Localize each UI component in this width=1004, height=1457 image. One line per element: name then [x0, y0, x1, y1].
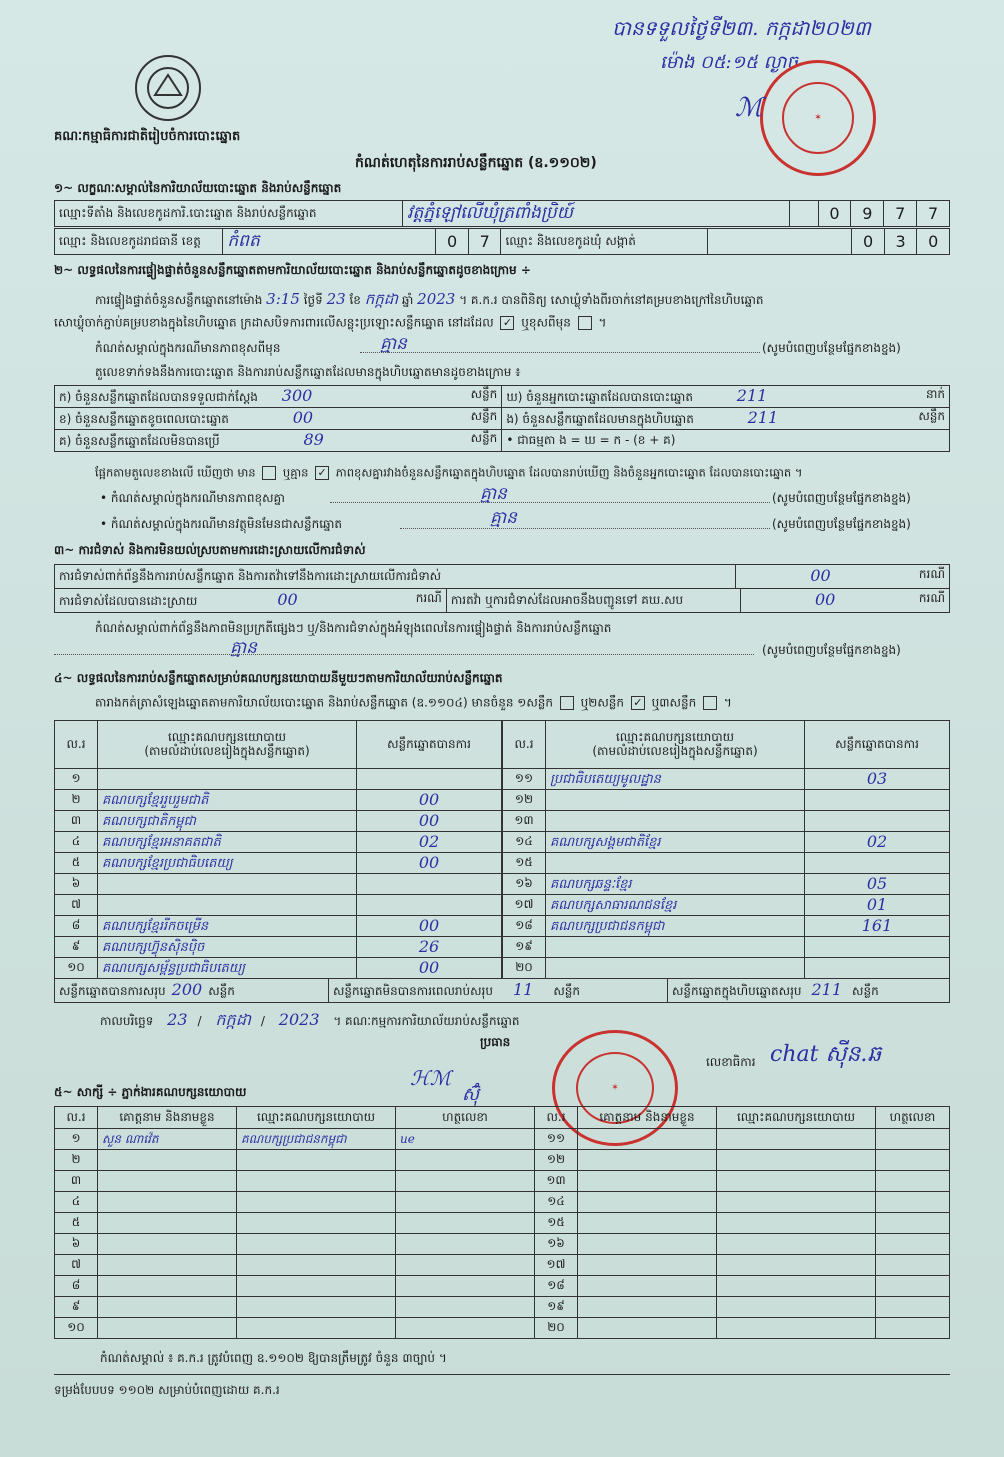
committee-name: គណៈកម្មាធិការជាតិរៀបចំការបោះឆ្នោត [54, 129, 241, 144]
party-votes: 02 [357, 832, 502, 853]
witness-row: ៥ ១៥ [55, 1213, 950, 1234]
result-row [55, 937, 502, 958]
result-row [503, 811, 950, 832]
total-invalid: 11 [512, 980, 534, 1000]
irregularity-note-label: កំណត់សម្គាល់ពាក់ព័ន្ធនឹងភាពមិនប្រក្រតីផ្សេងៗ ឬ/និងការជំទាស់ក្នុងអំឡុងពេលនៃការផ្ទៀងផ្ទាត់ និងការរាប់សន្លឹកឆ្នោត [95, 621, 612, 635]
row-number: ១១ [503, 769, 546, 790]
year-value: 2023 [417, 290, 456, 308]
result-row [503, 958, 950, 979]
appeal-label: ការតវ៉ា ឬការជំទាស់ដែលអាចនឹងបញ្ជូនទៅ គឃ.សប [446, 589, 740, 613]
row-number: ៤ [55, 832, 98, 853]
station-code-digit: 9 [851, 201, 884, 227]
chair-label: ប្រធាន [480, 1035, 511, 1049]
party-name: គណបក្សហ៊្វុនស៊ិនប៉ិច [98, 937, 357, 958]
section4-title: ៤~ លទ្ធផលនៃការរាប់សន្លឹកឆ្នោតសម្រាប់គណបក្សនយោបាយនីមួយៗតាមការិយាល័យរាប់សន្លឹកឆ្នោត [54, 671, 503, 685]
party-votes: 01 [805, 895, 950, 916]
result-row [503, 874, 950, 895]
section1-table [54, 200, 950, 227]
difference-check-line: ផ្អែកតាមតួលេខខាងលើ ឃើញថា មាន ឬគ្មាន ✓ ភាពខុសគ្នារវាងចំនួនសន្លឹកឆ្នោតក្នុងហិបឆ្នោត ដែលបានរាប់ឃើញ និងចំនួនអ្នកបោះឆ្នោត ដែលបានបោះឆ្នោត ។ [95, 465, 803, 480]
resolved-count: 00 [277, 590, 298, 610]
province-label: ឈ្មោះ និងលេខកូដរាជធានី ខេត្ត [55, 229, 223, 255]
party-votes [357, 895, 502, 916]
row-number: ១៨ [503, 916, 546, 937]
witness-row: ៦ ១៦ [55, 1234, 950, 1255]
section1-title: ១~ លក្ខណៈសម្គាល់នៃការិយាល័យបោះឆ្នោត និងរាប់សន្លឹកឆ្នោត [54, 181, 342, 195]
witness-row: ២ ១២ [55, 1150, 950, 1171]
signature-top: ℳ [735, 93, 763, 123]
form-usage: ទម្រង់បែបបទ ១១០២ សម្រាប់បំពេញដោយ គ.ក.រ [54, 1383, 280, 1397]
party-name: ប្រជាធិបតេយ្យមូលដ្ឋាន [546, 769, 805, 790]
province-code-digit: 7 [468, 229, 501, 255]
result-row [55, 832, 502, 853]
date-line: កាលបរិច្ឆេទ 23 / កក្កដា / 2023 ។ គណៈកម្មការការិយាល័យរាប់សន្លឹកឆ្នោត [100, 1010, 520, 1029]
party-votes [357, 874, 502, 895]
result-row [503, 790, 950, 811]
party-name: គណបក្សឆន្ទៈខ្មែរ [546, 874, 805, 895]
party-name: គណបក្សប្រជាជនកម្ពុជា [546, 916, 805, 937]
party-votes: 00 [357, 811, 502, 832]
party-votes: 02 [805, 832, 950, 853]
row-number: ១៦ [503, 874, 546, 895]
totals-row: សន្លឹកឆ្នោតបានការសរុប 200 សន្លឹក សន្លឹកឆ្នោតមិនបានការពេលរាប់សរុប 11 សន្លឹក សន្លឹកឆ្នោតក្នុងហិបឆ្នោតសរុប 211 សន្លឹក [54, 978, 950, 1003]
row-number: ១៩ [503, 937, 546, 958]
party-votes [357, 769, 502, 790]
voters-count: 211 [736, 386, 768, 406]
section2-title: ២~ លទ្ធផលនៃការផ្ទៀងផ្ទាត់ចំនួនសន្លឹកឆ្នោតតាមការិយាល័យបោះឆ្នោត និងរាប់សន្លឹកឆ្នោតដូចខាងក្រោម ÷ [54, 263, 531, 277]
commune-code-digit: 0 [852, 229, 885, 255]
witness-header: ល.រ គោត្តនាម និងនាមខ្លួន ឈ្មោះគណបក្សនយោបាយ ហត្ថលេខា ល.រ គោត្តនាម និងនាមខ្លួន ឈ្មោះគណបក្សនយោបាយ ហត្ថលេខា [55, 1107, 950, 1129]
party-votes: 00 [357, 853, 502, 874]
two-sheets-checkbox[interactable]: ✓ [631, 696, 645, 710]
result-row [55, 916, 502, 937]
fill-more-note: (សូមបំពេញបន្ថែមផ្នែកខាងខ្នង) [762, 341, 901, 355]
province-value: កំពត [223, 229, 436, 255]
station-code-digit: 7 [917, 201, 950, 227]
party-name: គណបក្សសាធារណជនខ្មែរ [546, 895, 805, 916]
party-name: គណបក្សខ្មែររួបរួមជាតិ [98, 790, 357, 811]
section5-title: ៥~ សាក្សី ÷ ភ្នាក់ងារគណបក្សនយោបាយ [54, 1085, 247, 1099]
received-note: បានទទួលថ្ងៃទី២៣. កក្កដា២០២៣ [612, 16, 871, 40]
row-number: ២០ [503, 958, 546, 979]
witness-row: ១០ ២០ [55, 1318, 950, 1339]
party-name [546, 958, 805, 979]
row-number: ៦ [55, 874, 98, 895]
station-label: ឈ្មោះទីតាំង និងលេខកូដការិ.បោះឆ្នោត និងរាប់សន្លឹកឆ្នោត [55, 201, 403, 227]
witness-row: ១ សួន ណាវ៉េត គណបក្សប្រជាជនកម្ពុជា ue ១១ [55, 1129, 950, 1150]
formula: • ជាធម្មតា ង = ឃ = ក - (ខ + គ) [502, 430, 950, 452]
party-votes [805, 958, 950, 979]
total-in-box: 211 [811, 980, 843, 1000]
party-votes: 05 [805, 874, 950, 895]
result-row [503, 937, 950, 958]
has-difference-checkbox[interactable] [262, 466, 276, 480]
commune-code-digit: 3 [884, 229, 917, 255]
results-table-right: ល.រ ឈ្មោះគណបក្សនយោបាយ (តាមលំដាប់លេខរៀងក្នុងសន្លឹកឆ្នោត) សន្លឹកឆ្នោតបានការ [502, 720, 950, 769]
witness-row: ៨ ១៨ [55, 1276, 950, 1297]
result-row [55, 811, 502, 832]
witness-row: ៧ ១៧ [55, 1255, 950, 1276]
official-stamp-bottom: ✶ [552, 1030, 678, 1146]
row-number: ១៣ [503, 811, 546, 832]
party-name [98, 874, 357, 895]
party-name: គណបក្សខ្មែរប្រជាធិបតេយ្យ [98, 853, 357, 874]
appeal-count: 00 [815, 590, 836, 610]
result-row [55, 958, 502, 979]
one-sheet-checkbox[interactable] [560, 696, 574, 710]
row-number: ៩ [55, 937, 98, 958]
row-number: ១០ [55, 958, 98, 979]
row-number: ១៤ [503, 832, 546, 853]
row-number: ៧ [55, 895, 98, 916]
seal-check-line: សោឃ្លុំចាក់ភ្ជាប់គម្របខាងក្នុងនៃហិបឆ្នោត ក្រដាសបិទការពារលើសន្លុះប្រឡោះសន្លឹកឆ្នោត នៅដដែល ✓ ឬខុសពីមុន ។ [54, 315, 607, 330]
row-number: ១ [55, 769, 98, 790]
chair-name-handwritten: ស៊ុំ [462, 1084, 480, 1105]
row-number: ២ [55, 790, 98, 811]
party-name: គណបក្សសម្ព័ន្ធប្រជាធិបតេយ្យ [98, 958, 357, 979]
objections-table-2: ការជំទាស់ដែលបានដោះស្រាយ 00 ករណី ការតវ៉ា ឬការជំទាស់ដែលអាចនឹងបញ្ជូនទៅ គឃ.សប 00 ករណី [54, 588, 950, 613]
row-number: ១៧ [503, 895, 546, 916]
party-name: គណបក្សសង្គមជាតិខ្មែរ [546, 832, 805, 853]
counts-table: ក) ចំនួនសន្លឹកឆ្នោតដែលបានទទួលជាក់ស្តែង 300 សន្លឹក ឃ) ចំនួនអ្នកបោះឆ្នោតដែលបានបោះឆ្នោត 211 នាក់ ខ) ចំនួនសន្លឹកឆ្នោតខូចពេលបោះឆ្នោត 00 សន្លឹក ង) ចំនួនសន្លឹកឆ្នោតដែលមានក្នុងហិបឆ្នោត 211 សន្លឹក គ) ចំនួនសន្លឹកឆ្នោតដែលមិនបានប្រើ 89 សន្លឹក • ជាធម្មតា ង = ឃ = ក - (ខ + គ) [54, 385, 950, 452]
form-title: កំណត់ហេតុនៃការរាប់សន្លឹកឆ្នោត (ឧ.១១០២) [355, 155, 597, 171]
result-intro: តួលេខទាក់ទងនឹងការបោះឆ្នោត និងការរាប់សន្លឹកឆ្នោតដែលមានក្នុងហិបឆ្នោតមានដូចខាងក្រោម ៖ [95, 365, 521, 379]
party-votes [805, 811, 950, 832]
witness-row: ៤ ១៤ [55, 1192, 950, 1213]
party-votes: 161 [805, 916, 950, 937]
witness-row: ៣ ១៣ [55, 1171, 950, 1192]
change-note-label: កំណត់សម្គាល់ក្នុងករណីមានភាពខុសពីមុន [95, 341, 281, 355]
date-year: 2023 [278, 1010, 320, 1029]
objections-table: ការជំទាស់ពាក់ព័ន្ធនឹងការរាប់សន្លឹកឆ្នោត និងការតវ៉ាទៅនឹងការដោះស្រាយលើការជំទាស់ 00 ករណី [54, 564, 950, 589]
result-row [55, 853, 502, 874]
result-row [55, 874, 502, 895]
fill-more-note-2: (សូមបំពេញបន្ថែមផ្នែកខាងខ្នង) [772, 491, 911, 505]
party-name [546, 937, 805, 958]
same-checkbox[interactable]: ✓ [500, 316, 514, 330]
nec-emblem-icon [135, 55, 201, 121]
party-votes [805, 853, 950, 874]
results-rows-right [502, 768, 950, 979]
fill-more-note-3: (សូមបំពេញបន្ថែមផ្នែកខាងខ្នង) [772, 517, 911, 531]
changed-checkbox[interactable] [578, 316, 592, 330]
witness-row: ៩ ១៩ [55, 1297, 950, 1318]
section3-title: ៣~ ការជំទាស់ និងការមិនយល់ស្របតាមការដោះស្រាយលើការជំទាស់ [54, 543, 366, 557]
party-votes: 03 [805, 769, 950, 790]
verification-line: ការផ្ទៀងផ្ទាត់ចំនួនសន្លឹកឆ្នោតនៅម៉ោង 3:15 ថ្ងៃទី 23 ខែ កក្កដា ឆ្នាំ 2023 ។ គ.ក.រ បានពិនិត្យ សោឃ្លុំទាំងពីរចាក់នៅគម្របខាងក្រៅនៃហិបឆ្នោត [95, 290, 764, 308]
spoiled-count: 00 [292, 408, 314, 428]
party-name: គណបក្សជាតិកម្ពុជា [98, 811, 357, 832]
party-name [98, 769, 357, 790]
party-name: គណបក្សខ្មែរអនាគតជាតិ [98, 832, 357, 853]
party-votes [805, 790, 950, 811]
no-difference-checkbox[interactable]: ✓ [315, 466, 329, 480]
row-number: ១២ [503, 790, 546, 811]
date-day: 23 [167, 1010, 188, 1029]
section1-table-row2 [54, 228, 950, 255]
station-code-digit: 0 [818, 201, 851, 227]
results-rows-left [54, 768, 502, 979]
three-sheets-checkbox[interactable] [703, 696, 717, 710]
row-number: ៣ [55, 811, 98, 832]
station-value: វត្តភ្នំឡៅលើឃុំត្រពាំងប្រិយ៍ [403, 201, 790, 227]
in-box-count: 211 [747, 408, 779, 428]
result-row [503, 769, 950, 790]
diff-note-value: គ្មាន [480, 484, 507, 504]
commune-label: ឈ្មោះ និងលេខកូដឃុំ សង្កាត់ [501, 229, 708, 255]
time-value: 3:15 [266, 290, 300, 308]
footer-note: កំណត់សម្គាល់ ៖ គ.ក.រ ត្រូវបំពេញ ឧ.១១០២ ឱ្យបានត្រឹមត្រូវ ចំនួន ៣ច្បាប់ ។ [100, 1351, 447, 1365]
result-row [503, 895, 950, 916]
month-value: កក្កដា [364, 290, 399, 308]
party-name [546, 853, 805, 874]
station-code-digit: 7 [884, 201, 917, 227]
date-month: កក្កដា [215, 1010, 251, 1029]
witnesses-table [54, 1106, 950, 1339]
objection-label: ការជំទាស់ពាក់ព័ន្ធនឹងការរាប់សន្លឹកឆ្នោត និងការតវ៉ាទៅនឹងការដោះស្រាយលើការជំទាស់ [55, 565, 736, 589]
result-row [503, 853, 950, 874]
party-name [546, 811, 805, 832]
total-valid: 200 [171, 980, 203, 1000]
result-row [503, 916, 950, 937]
result-row [55, 769, 502, 790]
received-count: 300 [281, 386, 313, 406]
results-table-left: ល.រ ឈ្មោះគណបក្សនយោបាយ (តាមលំដាប់លេខរៀងក្នុងសន្លឹកឆ្នោត) សន្លឹកឆ្នោតបានការ [54, 720, 502, 769]
party-name: គណបក្សខ្មែររីកចម្រើន [98, 916, 357, 937]
object-note-label: • កំណត់សម្គាល់ក្នុងករណីមានវត្ថុមិនមែនជាសន្លឹកឆ្នោត [100, 517, 343, 531]
province-code-digit: 0 [436, 229, 469, 255]
row-number: ៥ [55, 853, 98, 874]
diff-note-label: • កំណត់សម្គាល់ក្នុងករណីមានភាពខុសគ្នា [100, 491, 285, 505]
party-name [546, 790, 805, 811]
party-votes: 26 [357, 937, 502, 958]
party-votes: 00 [357, 916, 502, 937]
row-number: ១៥ [503, 853, 546, 874]
commune-code-digit: 0 [917, 229, 950, 255]
received-time-note: ម៉ោង ០៥:១៥ ល្ងាច [660, 52, 798, 73]
objection-count: 00 [810, 566, 831, 586]
row-number: ៨ [55, 916, 98, 937]
secretary-signature: chat ស៊ីន.ឆ [770, 1042, 882, 1067]
official-stamp-top: ✶ [760, 60, 876, 176]
result-row [55, 895, 502, 916]
party-votes [805, 937, 950, 958]
fill-more-note-4: (សូមបំពេញបន្ថែមផ្នែកខាងខ្នង) [762, 643, 901, 657]
result-row [503, 832, 950, 853]
unused-count: 89 [303, 430, 324, 450]
party-name [98, 895, 357, 916]
party-votes: 00 [357, 790, 502, 811]
chair-signature: ℋℳ [410, 1066, 452, 1090]
secretary-label: លេខាធិការ [706, 1055, 756, 1069]
tally-sheets-line: តារាងកត់ត្រាសំឡេងឆ្នោតតាមការិយាល័យបោះឆ្នោត និងរាប់សន្លឹកឆ្នោត (ឧ.១១០៤) មានចំនួន ១សន្លឹក ឬ២សន្លឹក ✓ ឬ៣សន្លឹក ។ [95, 695, 732, 710]
result-row [55, 790, 502, 811]
irregularity-note-value: គ្មាន [230, 638, 257, 658]
party-votes: 00 [357, 958, 502, 979]
change-note-value: គ្មាន [380, 334, 407, 354]
object-note-value: គ្មាន [490, 508, 517, 528]
day-value: 23 [326, 290, 346, 308]
